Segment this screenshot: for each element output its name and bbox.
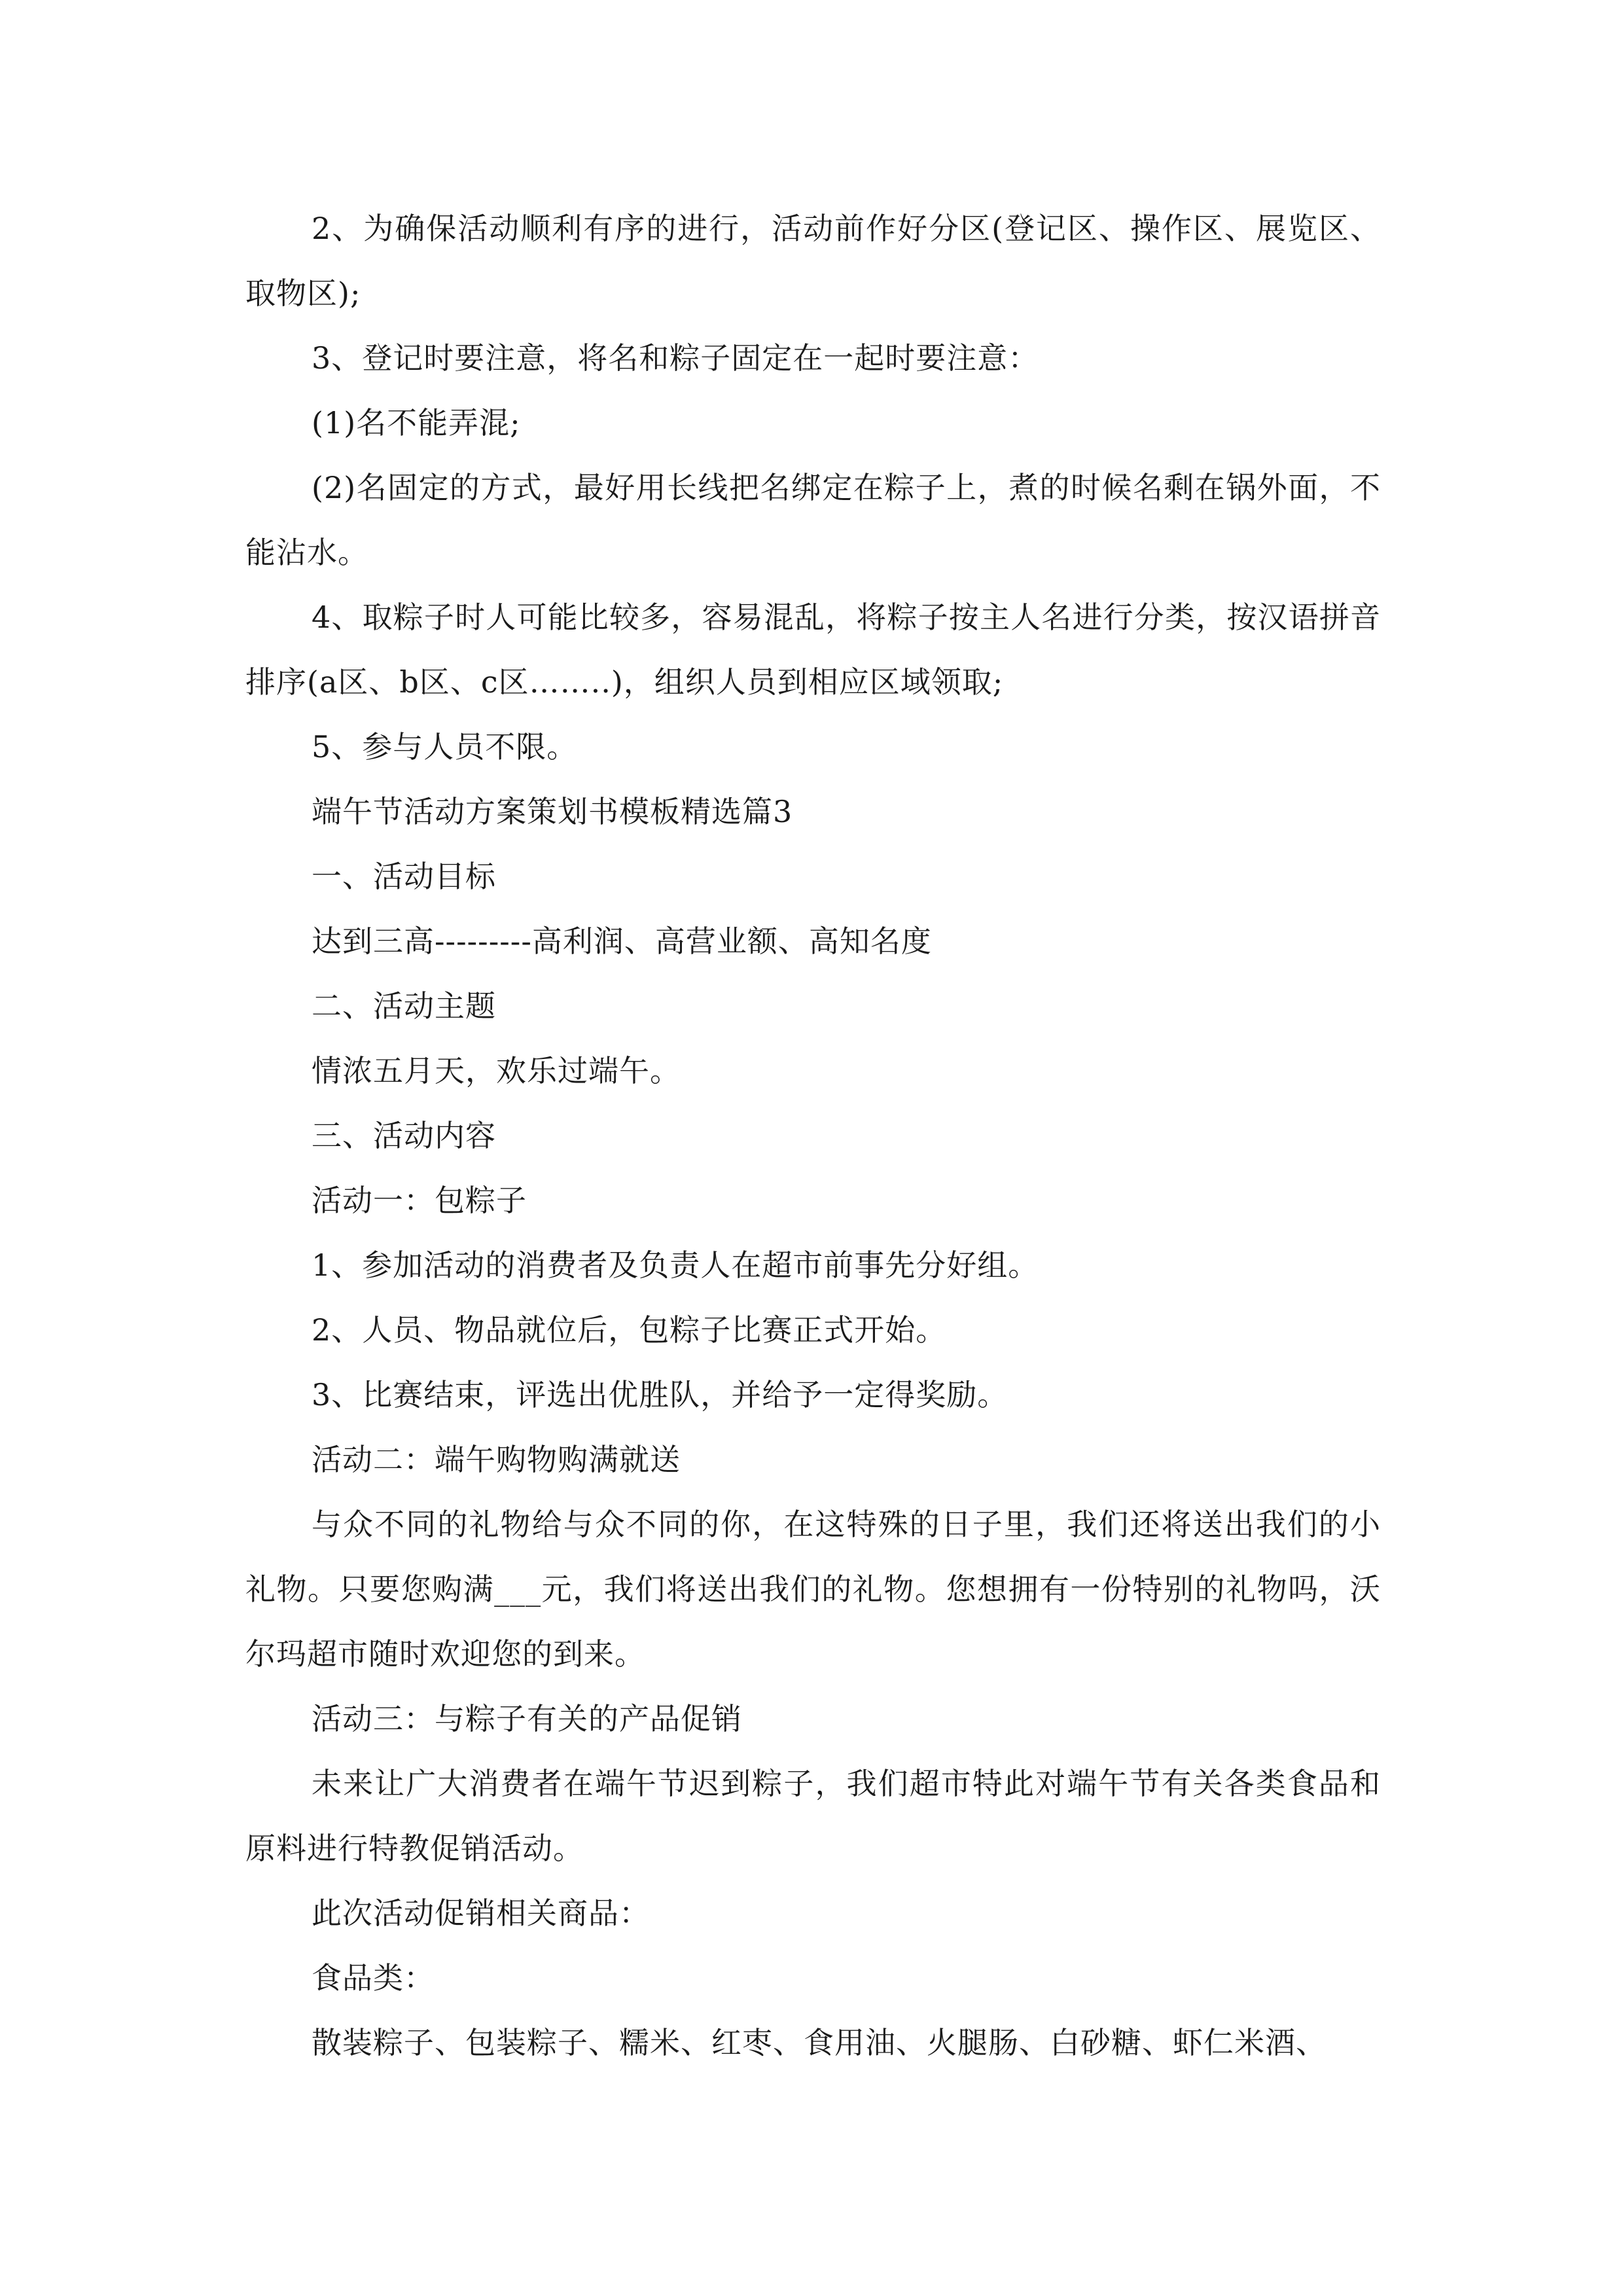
paragraph-activity-1-step-1: 1、参加活动的消费者及负责人在超市前事先分好组。 [312, 1247, 1039, 1283]
paragraph-goal: 达到三高---------高利润、高营业额、高知名度 [312, 924, 932, 959]
paragraph-participants: 5、参与人员不限。 [312, 729, 578, 764]
section-title-part3: 端午节活动方案策划书模板精选篇3 [312, 794, 793, 829]
paragraph-activity-1-step-3: 3、比赛结束，评选出优胜队，并给予一定得奖励。 [312, 1377, 1008, 1412]
paragraph-products-intro: 此次活动促销相关商品： [312, 1895, 650, 1931]
heading-food-category: 食品类： [312, 1960, 435, 1996]
heading-goal: 一、活动目标 [312, 859, 496, 894]
paragraph-pickup-sorting: 4、取粽子时人可能比较多，容易混乱，将粽子按主人名进行分类，按汉语拼音排序(a区、b区、c区……..)，组织人员到相应区域领取; [245, 600, 1381, 700]
paragraph-activity-3: 未来让广大消费者在端午节迟到粽子，我们超市特此对端午节有关各类食品和原料进行特教促销活动。 [245, 1766, 1381, 1866]
heading-activity-3: 活动三：与粽子有关的产品促销 [312, 1701, 742, 1736]
paragraph-food-list: 散装粽子、包装粽子、糯米、红枣、食用油、火腿肠、白砂糖、虾仁米酒、 [312, 2025, 1327, 2060]
paragraph-activity-2: 与众不同的礼物给与众不同的你，在这特殊的日子里，我们还将送出我们的小礼物。只要您购满___元，我们将送出我们的礼物。您想拥有一份特别的礼物吗，沃尔玛超市随时欢迎您的到来。 [245, 1507, 1381, 1672]
document-body [245, 196, 1381, 2075]
heading-content: 三、活动内容 [312, 1118, 496, 1153]
heading-activity-1: 活动一：包粽子 [312, 1183, 527, 1218]
paragraph-name-fixing: (2)名固定的方式，最好用长线把名绑定在粽子上，煮的时候名剩在锅外面，不能沾水。 [245, 470, 1381, 570]
heading-theme: 二、活动主题 [312, 988, 496, 1024]
paragraph-theme: 情浓五月天，欢乐过端午。 [312, 1053, 681, 1088]
paragraph-zoning: 2、为确保活动顺利有序的进行，活动前作好分区(登记区、操作区、展览区、取物区); [245, 211, 1381, 311]
heading-activity-2: 活动二：端午购物购满就送 [312, 1442, 681, 1477]
paragraph-names-not-mixed: (1)名不能弄混; [312, 405, 521, 440]
paragraph-activity-1-step-2: 2、人员、物品就位后，包粽子比赛正式开始。 [312, 1312, 947, 1348]
paragraph-registration-note: 3、登记时要注意，将名和粽子固定在一起时要注意： [312, 340, 1039, 376]
